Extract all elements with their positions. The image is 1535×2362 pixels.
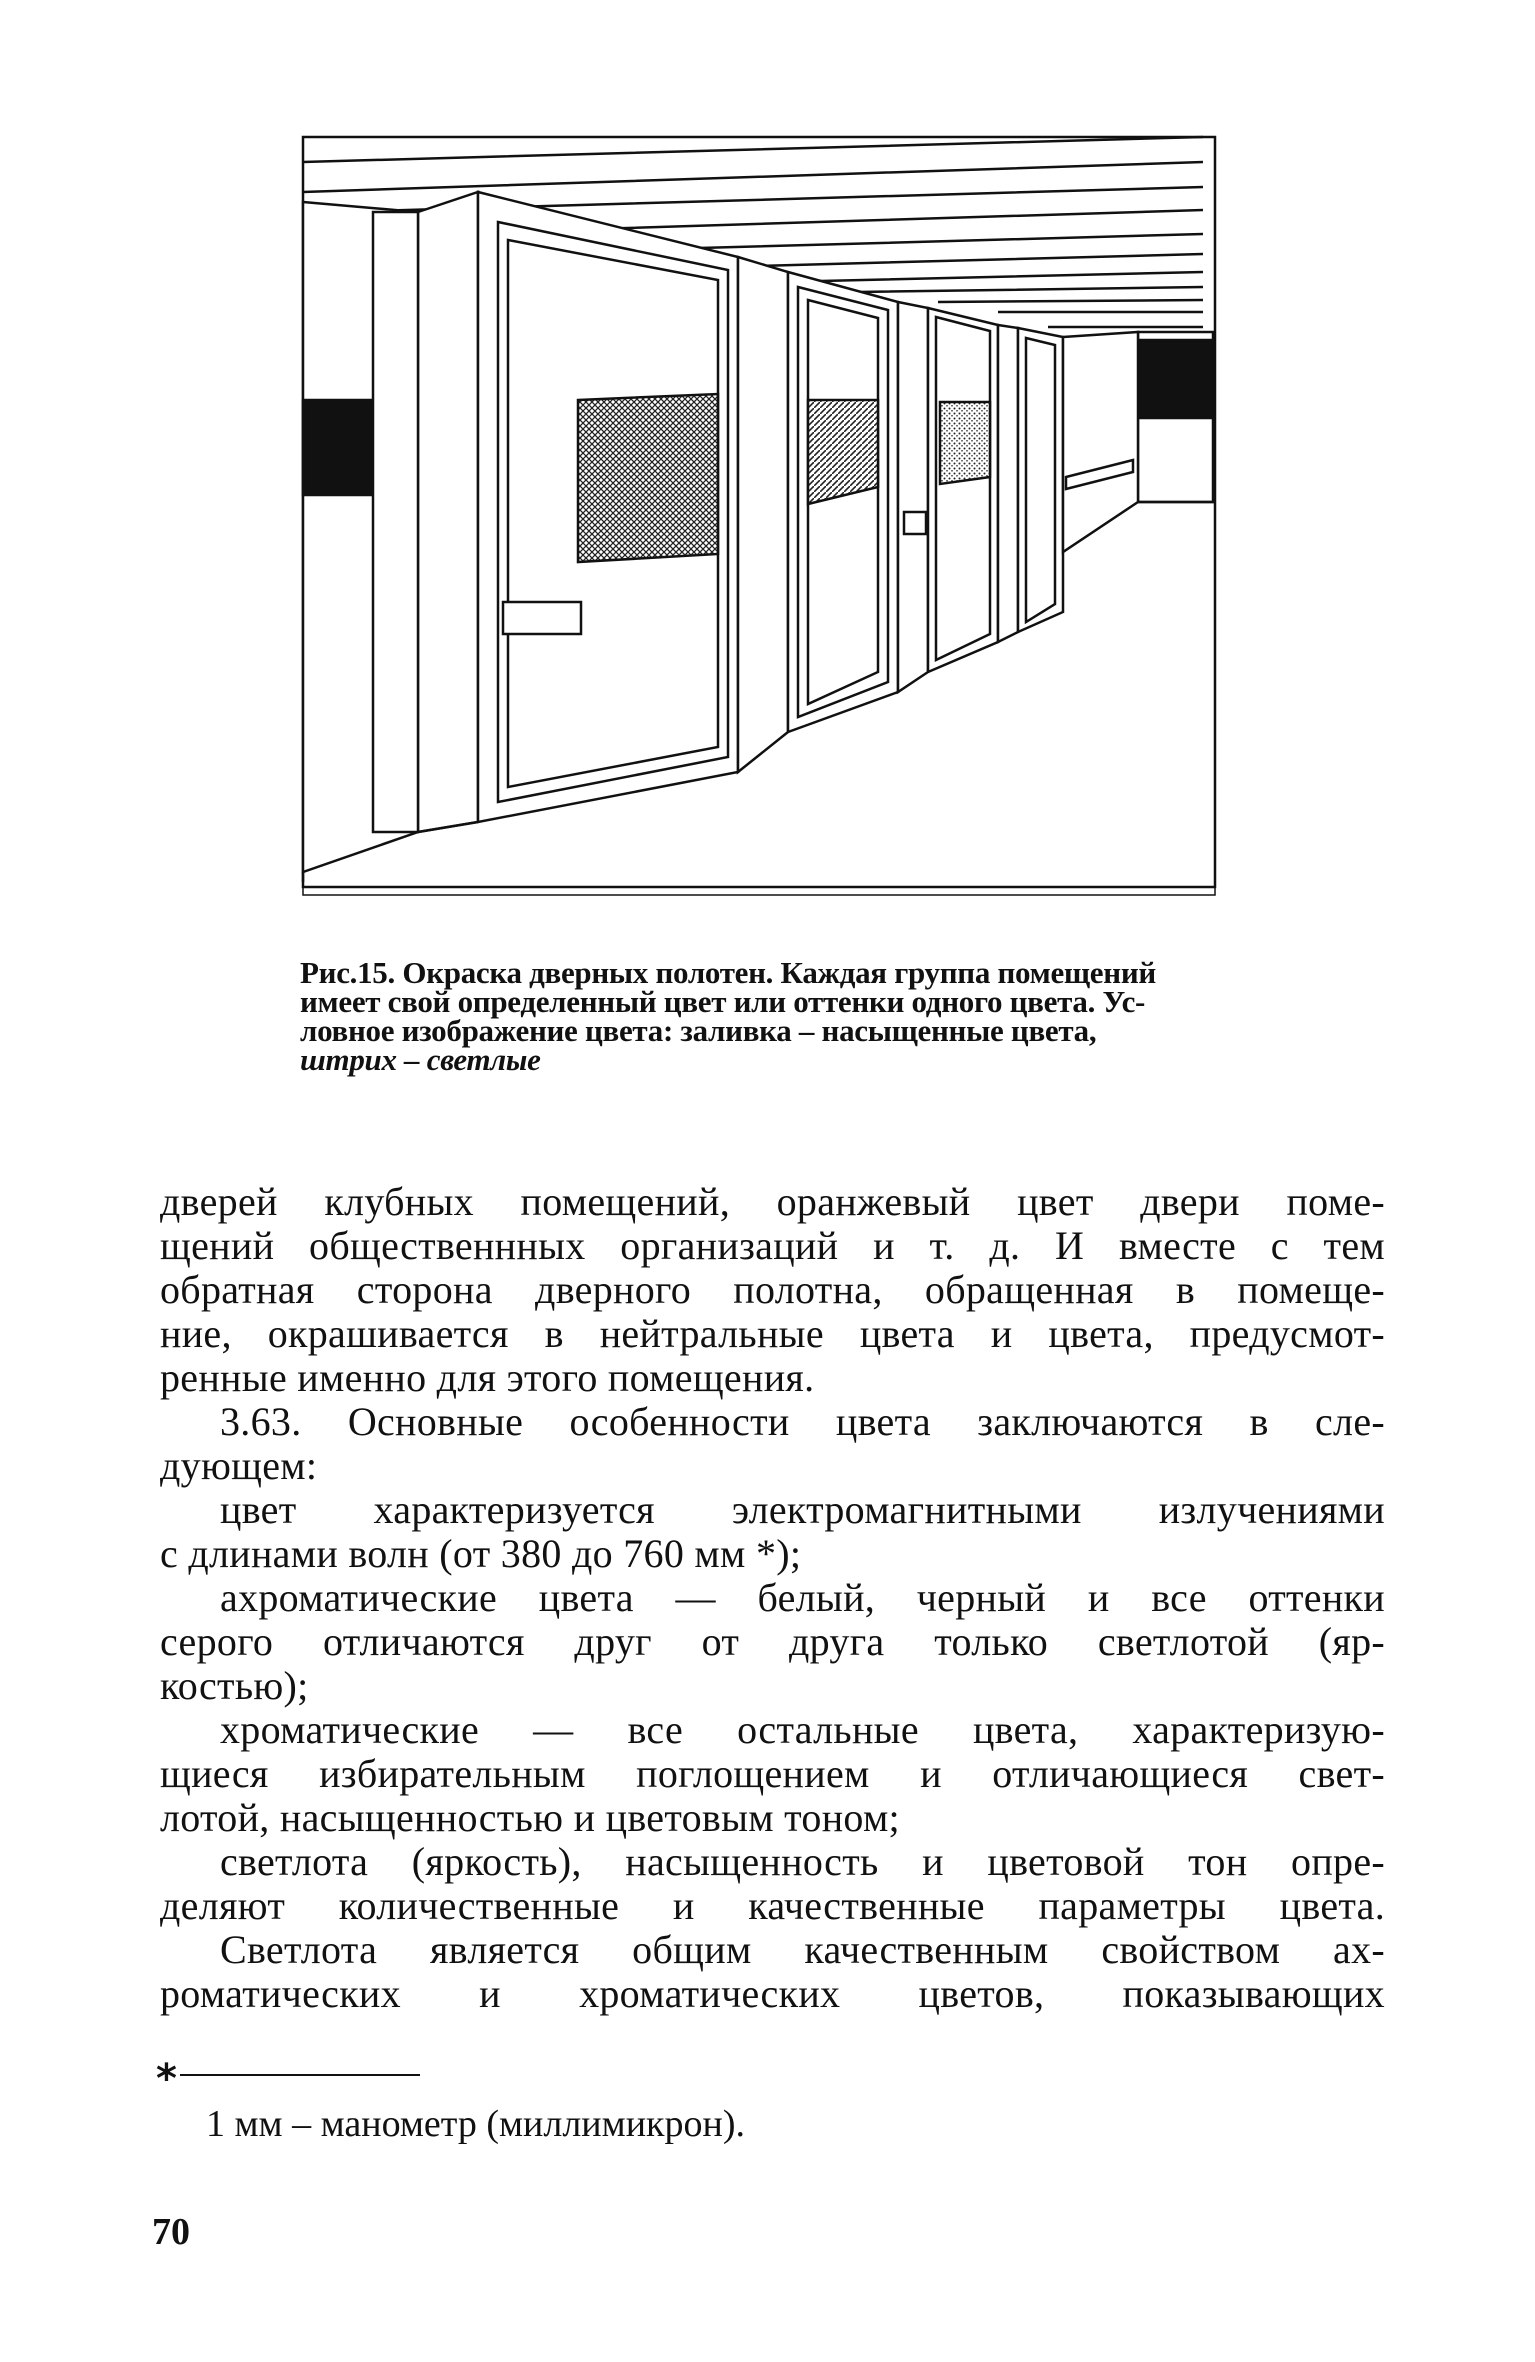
caption-line: штрих – светлые — [300, 1042, 541, 1077]
text-line: роматических и хроматических цветов, показывающих — [160, 1971, 1385, 2016]
text-line: дверей клубных помещений, оранжевый цвет двери поме- — [160, 1179, 1385, 1224]
text-line: деляют количественные и качественные параметры цвета. — [160, 1883, 1385, 1928]
text-line: Светлота является общим качественным свойством ах- — [220, 1927, 1385, 1972]
text-line: серого отличаются друг от друга только светлотой (яр- — [160, 1619, 1385, 1664]
footnote-marker: * — [156, 2056, 177, 2102]
body-text — [160, 1180, 1385, 2016]
text-line: костью); — [160, 1663, 309, 1708]
text-line: ахроматические цвета — белый, черный и все оттенки — [220, 1575, 1385, 1620]
text-line: с длинами волн (от 380 до 760 мм *); — [160, 1531, 802, 1576]
text-line: хроматические — все остальные цвета, характеризую- — [220, 1707, 1385, 1752]
caption-line: имеет свой определенный цвет или оттенки одного цвета. Ус- — [300, 984, 1146, 1019]
page-number: 70 — [152, 2211, 190, 2253]
text-line: щений общественнных организаций и т. д. И вместе с тем — [160, 1223, 1385, 1268]
caption-line: Рис.15. Окраска дверных полотен. Каждая группа помещений — [300, 955, 1156, 990]
text-line: светлота (яркость), насыщенность и цветовой тон опре- — [220, 1839, 1385, 1884]
figure-caption — [300, 955, 1300, 1077]
corridor-illustration — [298, 132, 1220, 900]
text-line: обратная сторона дверного полотна, обращенная в помеще- — [160, 1267, 1385, 1312]
caption-line: ловное изображение цвета: заливка – насыщенные цвета, — [300, 1013, 1097, 1048]
text-line: дующем: — [160, 1443, 318, 1488]
text-line: лотой, насыщенностью и цветовым тоном; — [160, 1795, 900, 1840]
text-line: 3.63. Основные особенности цвета заключаются в сле- — [220, 1399, 1385, 1444]
text-line: ние, окрашивается в нейтральные цвета и цвета, предусмот- — [160, 1311, 1385, 1356]
text-line: ренные именно для этого помещения. — [160, 1355, 815, 1400]
footnote-text: 1 мм – манометр (миллимикрон). — [206, 2103, 745, 2145]
text-line: цвет характеризуется электромагнитными излучениями — [220, 1487, 1385, 1532]
text-line: щиеся избирательным поглощением и отличающиеся свет- — [160, 1751, 1385, 1796]
footnote-rule — [180, 2074, 420, 2076]
